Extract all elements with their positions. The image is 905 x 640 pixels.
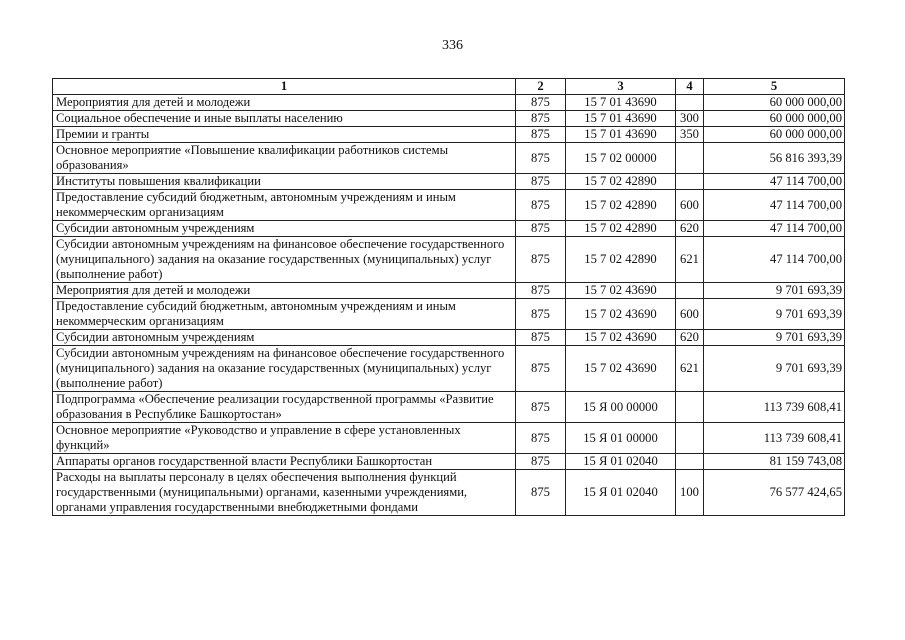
cell-ved: 875 (516, 454, 566, 470)
cell-csr: 15 7 02 42890 (566, 190, 676, 221)
cell-ved: 875 (516, 143, 566, 174)
cell-csr: 15 7 01 43690 (566, 127, 676, 143)
cell-vr: 100 (676, 470, 704, 516)
cell-sum: 47 114 700,00 (704, 237, 845, 283)
table-row (53, 174, 845, 190)
cell-name: Социальное обеспечение и иные выплаты населению (53, 111, 516, 127)
cell-csr: 15 7 02 43690 (566, 330, 676, 346)
cell-name: Институты повышения квалификации (53, 174, 516, 190)
cell-sum: 60 000 000,00 (704, 111, 845, 127)
cell-name: Субсидии автономным учреждениям на финансовое обеспечение государственного (муниципального) задания на оказание государственных (муниципальных) услуг (выполнение работ) (53, 237, 516, 283)
cell-ved: 875 (516, 330, 566, 346)
cell-name: Мероприятия для детей и молодежи (53, 95, 516, 111)
cell-name: Премии и гранты (53, 127, 516, 143)
cell-ved: 875 (516, 283, 566, 299)
page-number: 336 (442, 38, 463, 53)
cell-sum: 113 739 608,41 (704, 423, 845, 454)
cell-vr (676, 174, 704, 190)
table-row (53, 95, 845, 111)
table-row (53, 127, 845, 143)
cell-csr: 15 Я 00 00000 (566, 392, 676, 423)
cell-ved: 875 (516, 423, 566, 454)
header-col-3: 3 (566, 79, 676, 95)
cell-sum: 60 000 000,00 (704, 127, 845, 143)
cell-sum: 9 701 693,39 (704, 346, 845, 392)
cell-name: Мероприятия для детей и молодежи (53, 283, 516, 299)
cell-name: Субсидии автономным учреждениям на финансовое обеспечение государственного (муниципального) задания на оказание государственных (муниципальных) услуг (выполнение работ) (53, 346, 516, 392)
cell-ved: 875 (516, 299, 566, 330)
cell-vr (676, 454, 704, 470)
cell-sum: 47 114 700,00 (704, 174, 845, 190)
table-header-row (53, 79, 845, 95)
cell-vr: 600 (676, 299, 704, 330)
cell-name: Подпрограмма «Обеспечение реализации государственной программы «Развитие образования в Республике Башкортостан» (53, 392, 516, 423)
cell-vr (676, 283, 704, 299)
cell-ved: 875 (516, 95, 566, 111)
table-row (53, 470, 845, 516)
cell-ved: 875 (516, 392, 566, 423)
cell-sum: 60 000 000,00 (704, 95, 845, 111)
cell-vr: 300 (676, 111, 704, 127)
cell-sum: 81 159 743,08 (704, 454, 845, 470)
cell-ved: 875 (516, 127, 566, 143)
cell-ved: 875 (516, 470, 566, 516)
cell-vr: 620 (676, 221, 704, 237)
cell-csr: 15 Я 01 00000 (566, 423, 676, 454)
cell-sum: 113 739 608,41 (704, 392, 845, 423)
header-col-1: 1 (53, 79, 516, 95)
cell-name: Основное мероприятие «Повышение квалификации работников системы образования» (53, 143, 516, 174)
table-row (53, 299, 845, 330)
cell-vr: 620 (676, 330, 704, 346)
cell-name: Расходы на выплаты персоналу в целях обеспечения выполнения функций государственными (муниципальными) органами, казенными учреждениями, органами управления государственными внебюджетными фондами (53, 470, 516, 516)
cell-sum: 9 701 693,39 (704, 330, 845, 346)
cell-name: Субсидии автономным учреждениям (53, 221, 516, 237)
table-row (53, 237, 845, 283)
cell-ved: 875 (516, 174, 566, 190)
cell-name: Основное мероприятие «Руководство и управление в сфере установленных функций» (53, 423, 516, 454)
cell-sum: 47 114 700,00 (704, 221, 845, 237)
header-col-5: 5 (704, 79, 845, 95)
table-row (53, 330, 845, 346)
cell-csr: 15 Я 01 02040 (566, 470, 676, 516)
cell-name: Аппараты органов государственной власти Республики Башкортостан (53, 454, 516, 470)
cell-sum: 56 816 393,39 (704, 143, 845, 174)
table-row (53, 143, 845, 174)
table-row (53, 392, 845, 423)
cell-ved: 875 (516, 190, 566, 221)
cell-sum: 9 701 693,39 (704, 283, 845, 299)
cell-ved: 875 (516, 111, 566, 127)
cell-sum: 76 577 424,65 (704, 470, 845, 516)
cell-csr: 15 7 02 43690 (566, 346, 676, 392)
cell-vr (676, 95, 704, 111)
cell-vr (676, 392, 704, 423)
table-body (53, 95, 845, 516)
cell-csr: 15 7 01 43690 (566, 111, 676, 127)
cell-vr: 350 (676, 127, 704, 143)
cell-name: Субсидии автономным учреждениям (53, 330, 516, 346)
table-row (53, 423, 845, 454)
cell-ved: 875 (516, 346, 566, 392)
table-row (53, 111, 845, 127)
cell-ved: 875 (516, 221, 566, 237)
cell-csr: 15 7 01 43690 (566, 95, 676, 111)
cell-ved: 875 (516, 237, 566, 283)
cell-sum: 47 114 700,00 (704, 190, 845, 221)
table-row (53, 283, 845, 299)
budget-table (52, 78, 845, 516)
cell-sum: 9 701 693,39 (704, 299, 845, 330)
cell-vr: 600 (676, 190, 704, 221)
cell-csr: 15 7 02 42890 (566, 221, 676, 237)
table-row (53, 221, 845, 237)
cell-name: Предоставление субсидий бюджетным, автономным учреждениям и иным некоммерческим организациям (53, 299, 516, 330)
table-row (53, 190, 845, 221)
cell-csr: 15 7 02 43690 (566, 299, 676, 330)
cell-csr: 15 7 02 43690 (566, 283, 676, 299)
cell-csr: 15 7 02 00000 (566, 143, 676, 174)
cell-csr: 15 7 02 42890 (566, 237, 676, 283)
header-col-2: 2 (516, 79, 566, 95)
cell-csr: 15 Я 01 02040 (566, 454, 676, 470)
cell-csr: 15 7 02 42890 (566, 174, 676, 190)
cell-vr (676, 423, 704, 454)
table-row (53, 346, 845, 392)
cell-name: Предоставление субсидий бюджетным, автономным учреждениям и иным некоммерческим организациям (53, 190, 516, 221)
cell-vr (676, 143, 704, 174)
cell-vr: 621 (676, 346, 704, 392)
header-col-4: 4 (676, 79, 704, 95)
table-row (53, 454, 845, 470)
cell-vr: 621 (676, 237, 704, 283)
